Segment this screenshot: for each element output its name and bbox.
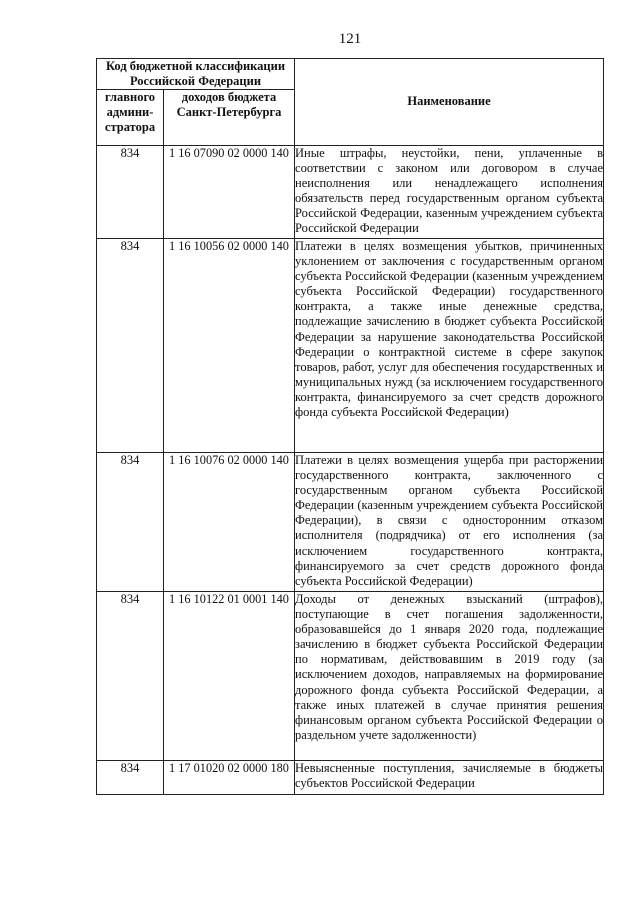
income-code-cell: 1 16 10056 02 0000 140 [164,239,295,453]
header-name: Наименование [295,59,604,146]
table-row [97,592,604,761]
admin-code-cell: 834 [97,453,164,592]
name-cell: Доходы от денежных взысканий (штрафов), поступающие в счет погашения задолженности, образовавшейся до 1 января 2020 года, подлежащие зачислению в бюджет субъекта Российской Федерации по нормативам, действовавшим в 2019 году (за исключением доходов, направляемых на формирование дорожного фонда субъекта Российской Федерации, а также иных платежей в случае принятия решения финансовым органом субъекта Российской Федерации о раздельном учете задолженности) [295,592,604,761]
admin-code-cell: 834 [97,239,164,453]
name-cell: Невыясненные поступления, зачисляемые в бюджеты субъектов Российской Федерации [295,761,604,795]
admin-code-cell: 834 [97,592,164,761]
income-code-cell: 1 16 07090 02 0000 140 [164,146,295,239]
header-budget-code-group: Код бюджетной классификации Российской Федерации [97,59,295,90]
table-row [97,453,604,592]
page-number: 121 [338,31,362,47]
budget-classification-table [96,58,604,795]
admin-code-cell: 834 [97,146,164,239]
income-code-cell: 1 16 10076 02 0000 140 [164,453,295,592]
admin-code-cell: 834 [97,761,164,795]
income-code-cell: 1 17 01020 02 0000 180 [164,761,295,795]
table-row [97,146,604,239]
table-row [97,761,604,795]
header-income: доходов бюджета Санкт-Петербурга [164,90,295,146]
name-cell: Платежи в целях возмещения ущерба при расторжении государственного контракта, заключенного с государственным органом субъекта Российской Федерации (казенным учреждением субъекта Российской Федерации), в связи с односторонним отказом исполнителя (подрядчика) от его исполнения (за исключением государственного контракта, финансируемого за счет средств дорожного фонда субъекта Российской Федерации) [295,453,604,592]
header-admin: главного админи-стратора [97,90,164,146]
income-code-cell: 1 16 10122 01 0001 140 [164,592,295,761]
name-cell: Платежи в целях возмещения убытков, причиненных уклонением от заключения с государственным органом субъекта Российской Федерации (казенным учреждением субъекта Российской Федерации) государственного контракта, а также иные денежные средства, подлежащие зачислению в бюджет субъекта Российской Федерации за нарушение законодательства Российской Федерации о контрактной системе в сфере закупок товаров, работ, услуг для обеспечения государственных и муниципальных нужд (за исключением государственного контракта, финансируемого за счет средств дорожного фонда субъекта Российской Федерации) [295,239,604,453]
table-row [97,239,604,453]
header-row-group [97,59,604,90]
name-cell: Иные штрафы, неустойки, пени, уплаченные в соответствии с законом или договором в случае неисполнения или ненадлежащего исполнения обязательств перед государственным органом субъекта Российской Федерации, казенным учреждением субъекта Российской Федерации [295,146,604,239]
